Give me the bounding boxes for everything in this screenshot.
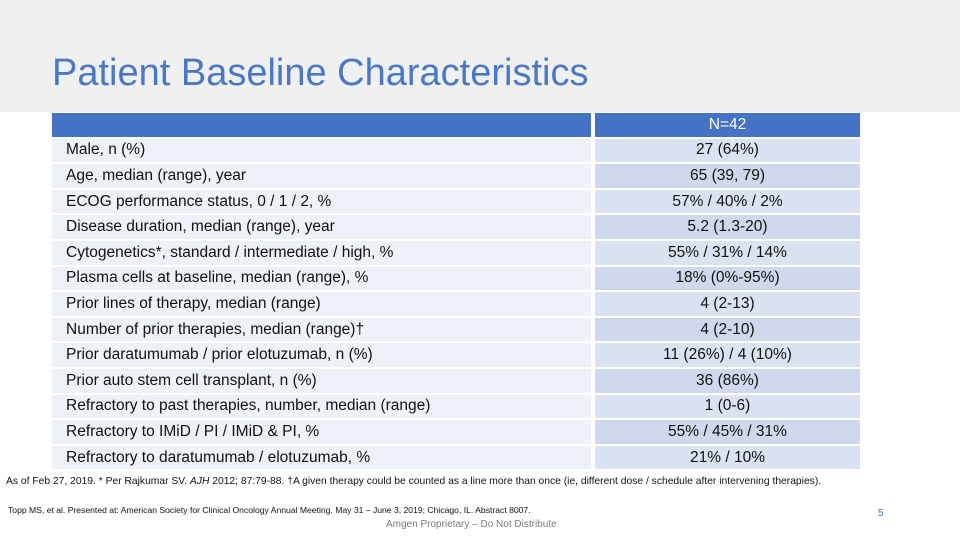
row-value: 18% (0%-95%) <box>595 267 860 293</box>
table-row <box>52 139 860 165</box>
row-label: Refractory to IMiD / PI / IMiD & PI, % <box>52 420 591 446</box>
row-value: 4 (2-13) <box>595 292 860 318</box>
row-value: 21% / 10% <box>595 446 860 472</box>
table-row <box>52 292 860 318</box>
row-label: Disease duration, median (range), year <box>52 215 591 241</box>
row-value: 55% / 45% / 31% <box>595 420 860 446</box>
reference-citation: Topp MS, et al. Presented at: American Society for Clinical Oncology Annual Meeting. May 31 – June 3, 2019; Chicago, IL. Abstract 8007. <box>8 505 531 515</box>
table-header-row <box>52 113 860 139</box>
footnote: As of Feb 27, 2019. * Per Rajkumar SV. AJH 2012; 87:79-88. †A given therapy could be counted as a line more than once (ie, different dose / schedule after intervening therapies). <box>6 476 822 487</box>
row-label: ECOG performance status, 0 / 1 / 2, % <box>52 190 591 216</box>
row-label: Age, median (range), year <box>52 164 591 190</box>
slide-title: Patient Baseline Characteristics <box>52 52 589 94</box>
table-row <box>52 318 860 344</box>
row-value: 36 (86%) <box>595 369 860 395</box>
table-row <box>52 164 860 190</box>
page-number: 5 <box>878 508 884 519</box>
row-label: Prior auto stem cell transplant, n (%) <box>52 369 591 395</box>
confidentiality-notice: Amgen Proprietary – Do Not Distribute <box>386 519 557 530</box>
row-value: 5.2 (1.3-20) <box>595 215 860 241</box>
table-row <box>52 215 860 241</box>
row-value: 57% / 40% / 2% <box>595 190 860 216</box>
table-row <box>52 369 860 395</box>
row-label: Refractory to past therapies, number, median (range) <box>52 395 591 421</box>
row-label: Plasma cells at baseline, median (range), % <box>52 267 591 293</box>
header-value-cell: N=42 <box>595 113 860 139</box>
row-value: 11 (26%) / 4 (10%) <box>595 343 860 369</box>
row-label: Prior daratumumab / prior elotuzumab, n (%) <box>52 343 591 369</box>
row-label: Refractory to daratumumab / elotuzumab, % <box>52 446 591 472</box>
header-label-cell <box>52 113 591 139</box>
table-row <box>52 190 860 216</box>
row-value: 65 (39, 79) <box>595 164 860 190</box>
baseline-characteristics-table <box>52 113 860 471</box>
row-label: Male, n (%) <box>52 139 591 165</box>
row-value: 4 (2-10) <box>595 318 860 344</box>
row-value: 55% / 31% / 14% <box>595 241 860 267</box>
table-row <box>52 267 860 293</box>
row-label: Cytogenetics*, standard / intermediate / high, % <box>52 241 591 267</box>
row-label: Prior lines of therapy, median (range) <box>52 292 591 318</box>
table-row <box>52 343 860 369</box>
table-row <box>52 446 860 472</box>
table-row <box>52 395 860 421</box>
row-value: 27 (64%) <box>595 139 860 165</box>
table-row <box>52 241 860 267</box>
row-value: 1 (0-6) <box>595 395 860 421</box>
row-label: Number of prior therapies, median (range)† <box>52 318 591 344</box>
table-row <box>52 420 860 446</box>
